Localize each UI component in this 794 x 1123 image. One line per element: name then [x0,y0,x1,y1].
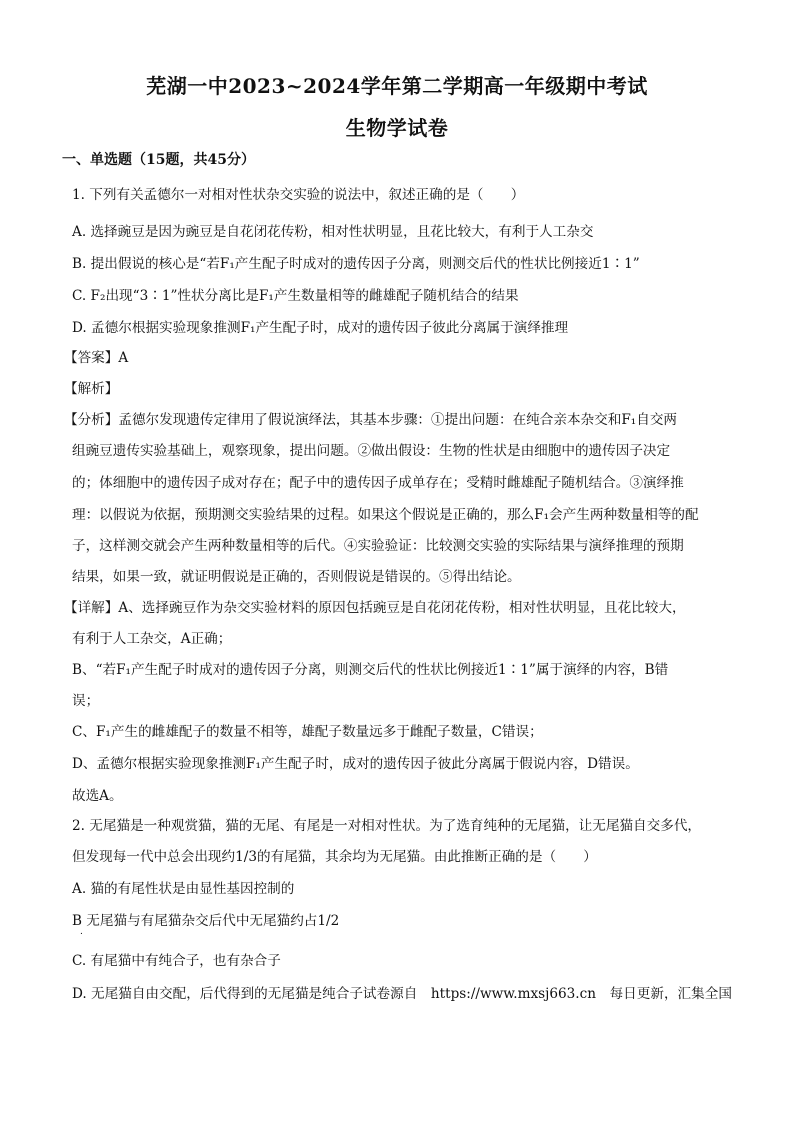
q1-detail-line: 有利于人工杂交，A正确； [72,631,232,647]
q1-stem: 1. 下列有关孟德尔一对相对性状杂交实验的说法中，叙述正确的是（ ） [72,187,525,203]
q2-option-c: C. 有尾猫中有纯合子，也有杂合子 [72,953,281,969]
q1-detail-line: B、“若F₁产生配子时成对的遗传因子分离，则测交后代的性状比例接近1∶1”属于演绎的内容，B错 [72,662,669,678]
exam-subtitle: 生物学试卷 [345,116,449,140]
q1-answer: 【答案】A [64,350,129,366]
q1-detail-line: D、孟德尔根据实验现象推测F₁产生配子时，成对的遗传因子彼此分离属于假说内容，D错误。 [72,756,639,772]
q1-analysis-line: 组豌豆遗传实验基础上，观察现象，提出问题。②做出假设：生物的性状是由细胞中的遗传因子决定 [72,443,671,459]
q1-analysis-line: 【分析】孟德尔发现遗传定律用了假说演绎法，其基本步骤：①提出问题：在纯合亲本杂交和F₁自交两 [64,412,678,428]
q1-option-a: A. 选择豌豆是因为豌豆是自花闭花传粉，相对性状明显，且花比较大，有利于人工杂交 [72,224,594,240]
q1-analysis-line: 理：以假说为依据，预期测交实验结果的过程。如果这个假说是正确的，那么F₁会产生两种数量相等的配 [72,507,699,523]
q2-stem-line: 但发现每一代中总会出现约1/3的有尾猫，其余均为无尾猫。由此推断正确的是（ ） [72,849,597,865]
q1-detail-line: 【详解】A、选择豌豆作为杂交实验材料的原因包括豌豆是自花闭花传粉，相对性状明显，且花比较大， [64,600,686,616]
q1-detail-line: 故选A。 [72,788,123,804]
q2-option-a: A. 猫的有尾性状是由显性基因控制的 [72,881,295,897]
stray-dot-mark: . [80,927,83,937]
q1-analysis-line: 子，这样测交就会产生两种数量相等的后代。④实验验证：比较测交实验的实际结果与演绎推理的预期 [72,538,684,554]
q1-analysis-line: 结果，如果一致，就证明假说是正确的，否则假说是错误的。⑤得出结论。 [72,569,521,585]
q1-detail-line: 误； [72,693,100,709]
q1-analysis-line: 的；体细胞中的遗传因子成对存在；配子中的遗传因子成单存在；受精时雌雄配子随机结合。③演绎推 [72,475,684,491]
section-heading: 一、单选题（15题，共45分） [62,152,255,168]
exam-title: 芜湖一中2023~2024学年第二学期高一年级期中考试 [146,74,648,98]
q1-option-c: C. F₂出现“3∶1”性状分离比是F₁产生数量相等的雌雄配子随机结合的结果 [72,288,519,304]
q2-stem-line: 2. 无尾猫是一种观赏猫，猫的无尾、有尾是一对相对性状。为了选育纯种的无尾猫，让无尾猫自交多代， [72,818,702,834]
q2-option-d: D. 无尾猫自由交配，后代得到的无尾猫是纯合子试卷源自 https://www.mxsj663.cn 每日更新，汇集全国 [72,986,732,1002]
q1-analysis-label: 【解析】 [64,381,119,397]
q2-option-b: B 无尾猫与有尾猫杂交后代中无尾猫约占1/2 [72,913,340,929]
q1-detail-line: C、F₁产生的雌雄配子的数量不相等，雄配子数量远多于雌配子数量，C错误； [72,724,543,740]
q1-option-d: D. 孟德尔根据实验现象推测F₁产生配子时，成对的遗传因子彼此分离属于演绎推理 [72,320,569,336]
q1-option-b: B. 提出假说的核心是“若F₁产生配子时成对的遗传因子分离，则测交后代的性状比例接近1∶1” [72,256,640,272]
